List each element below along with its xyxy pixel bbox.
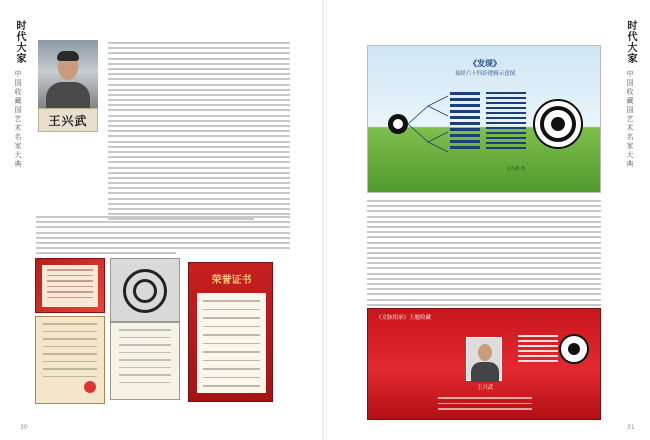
award-certificate-photo [35,316,105,404]
bottom-artwork-label: 《文脉相承》主题收藏 [376,315,432,321]
left-series-title: 中国收藏国艺术名家大典 [14,70,22,169]
bottom-caption-lines [438,393,532,410]
collection-certificate-photo [110,322,180,400]
red-seal-icon [84,381,96,393]
intro-text-block [108,42,290,224]
certificate-photo-red [35,258,105,313]
left-brand-title: 时代大家 [14,20,25,64]
bw-artwork-photo [110,258,180,322]
body-text-block [36,216,290,258]
artist-photo-small [466,337,502,381]
bottom-person-name: 王兴武 [476,385,494,391]
certificate-title: 荣誉证书 [211,275,252,286]
artwork-discovery [367,45,601,193]
artwork-title: 《发现》 [469,58,501,68]
right-page-number: 31 [627,424,635,431]
right-series-title: 中国收藏国艺术名家大典 [626,70,634,169]
artwork-subtitle: 易经六十四卦逻辑示意图 [454,71,516,77]
left-page-number: 30 [20,424,28,431]
artist-name-label: 王兴武 [38,108,98,132]
artwork-caption: 王兴武 作 [506,167,526,172]
right-page [327,0,650,440]
right-brand-title: 时代大家 [625,20,636,64]
artwork-cultural-heritage [367,308,601,420]
honor-certificate-photo [188,262,273,402]
left-page [0,0,323,440]
